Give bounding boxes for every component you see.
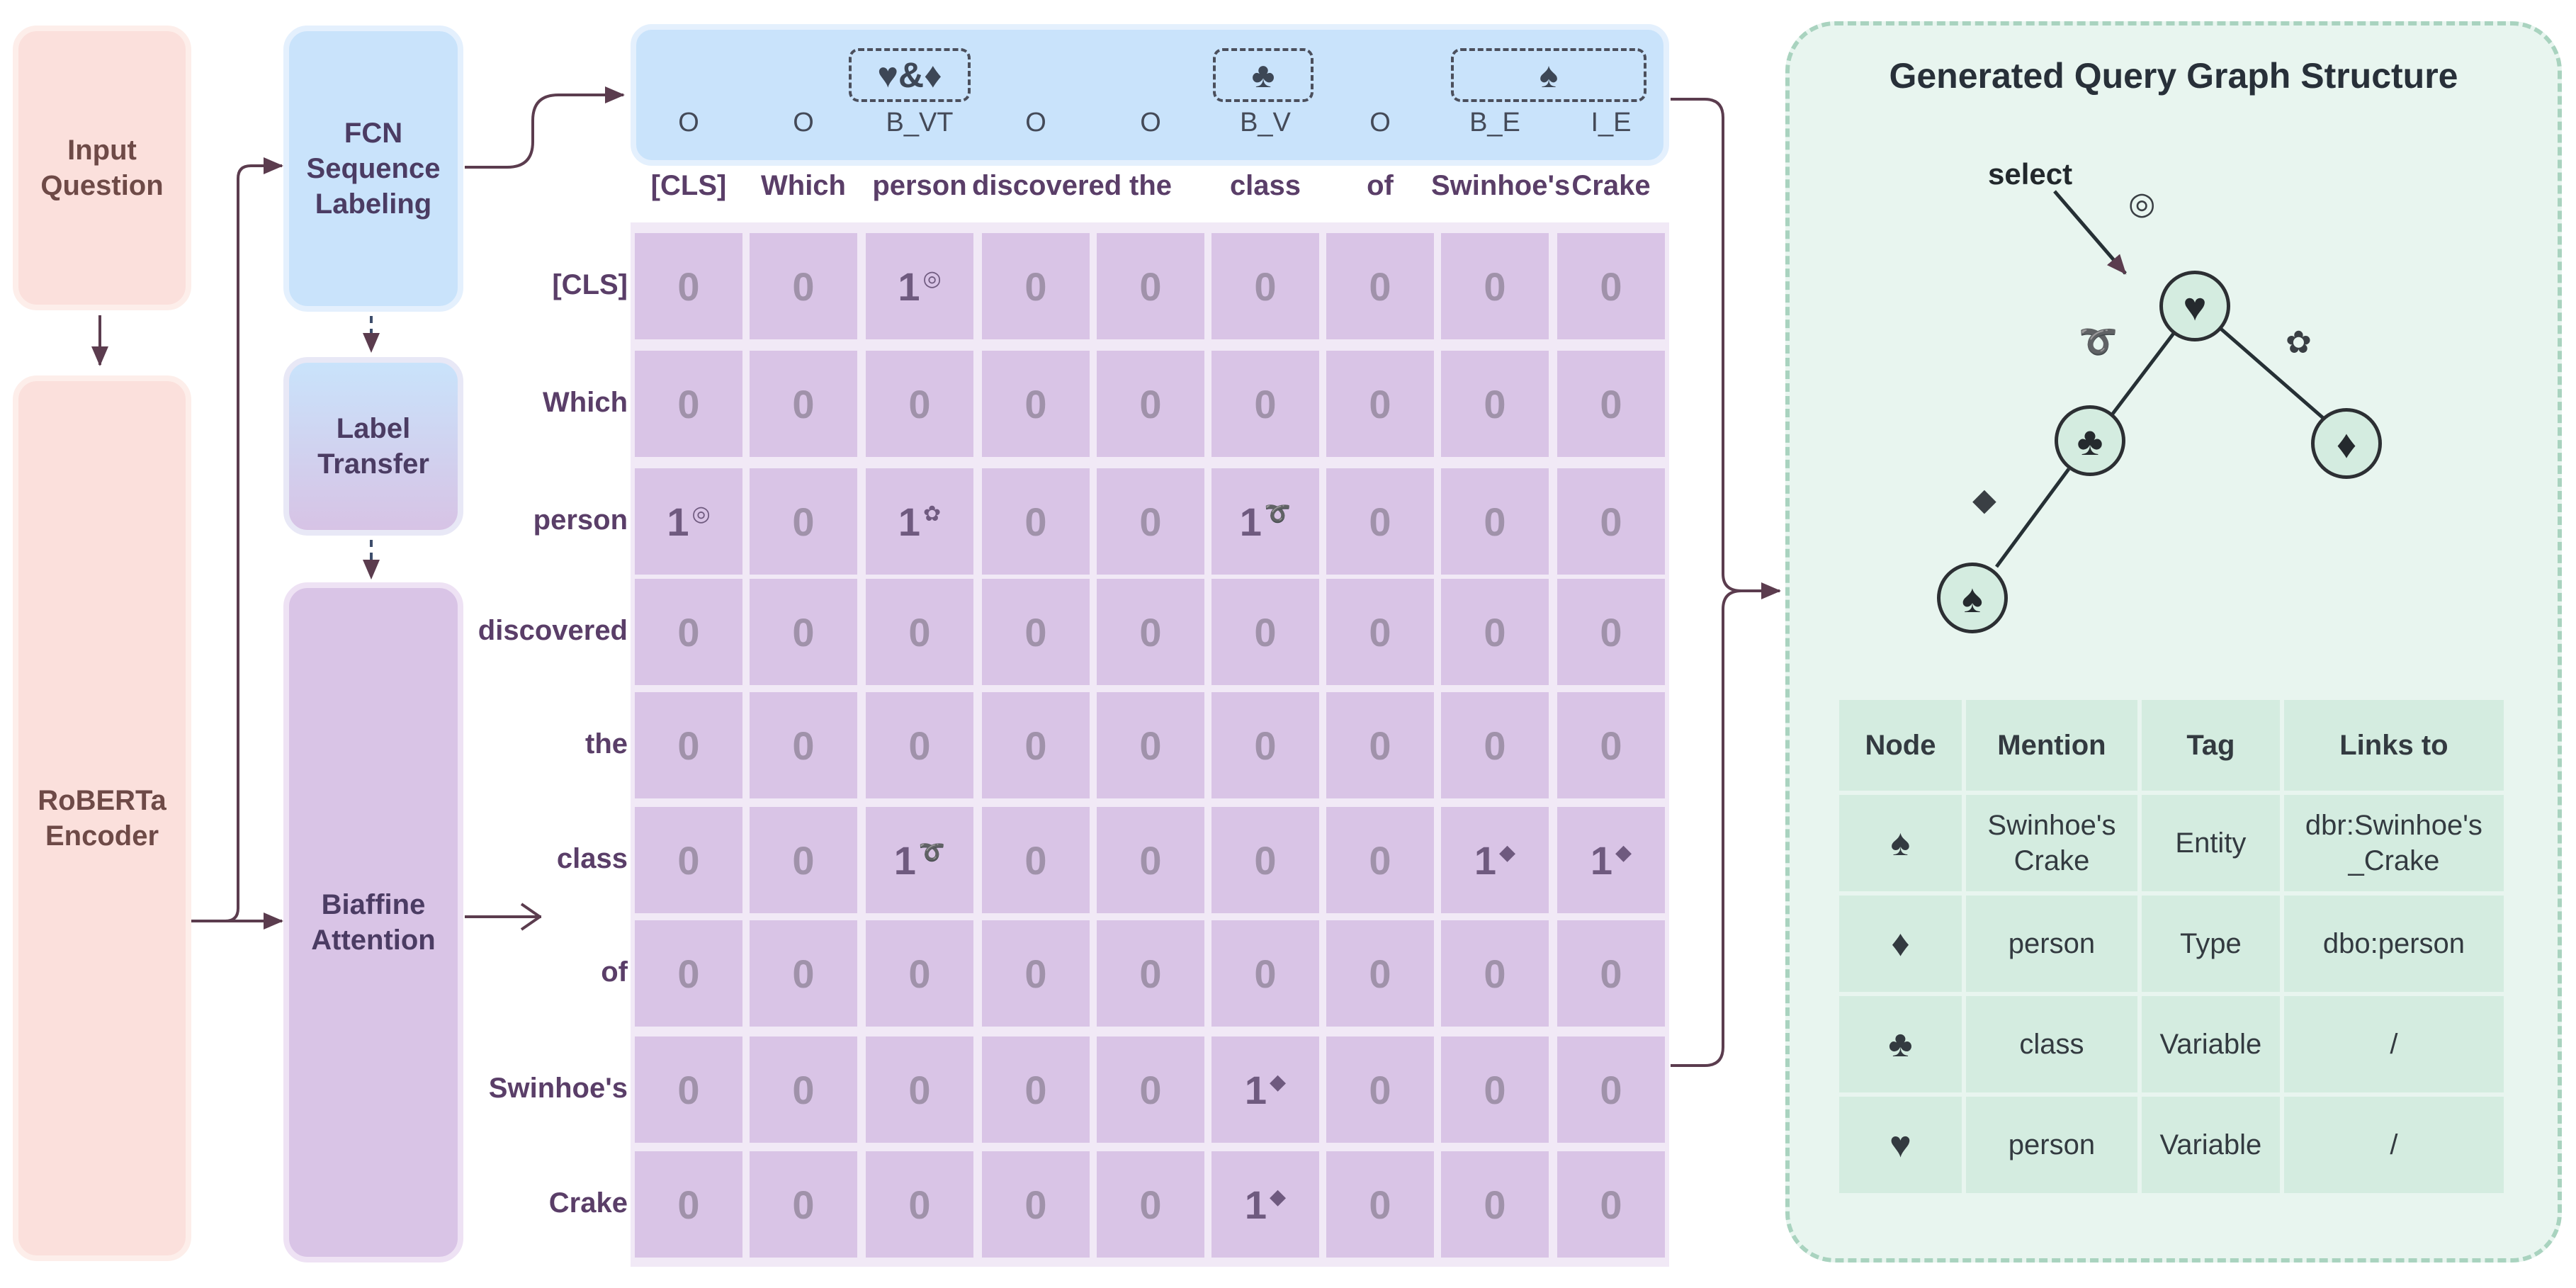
- cell-value: 0: [792, 837, 815, 883]
- cell-value: 0: [1484, 609, 1506, 655]
- mention-cell: Swinhoe's Crake: [1966, 795, 2137, 891]
- row-header: class: [556, 843, 628, 874]
- fruit-icon: ◆: [1499, 840, 1516, 864]
- row-header: discovered: [478, 615, 628, 646]
- table-row: [1839, 1097, 2504, 1193]
- cell-value: 0: [1024, 1182, 1047, 1227]
- cell-value: 0: [1254, 381, 1277, 426]
- column-header: Swinhoe's: [1431, 170, 1571, 201]
- cell-value: 0: [677, 951, 700, 996]
- cell-value: 0: [677, 609, 700, 655]
- coconut-icon: ◎: [2128, 186, 2156, 221]
- fruit-icon: ➰: [918, 840, 946, 864]
- node-heart: [2159, 271, 2230, 341]
- column-header: person: [872, 170, 967, 201]
- row-header: of: [601, 956, 628, 988]
- cell-value: 0: [1024, 723, 1047, 768]
- cell-value: 0: [1024, 264, 1047, 309]
- cell-value: 0: [677, 264, 700, 309]
- cell-value: 0: [677, 1182, 700, 1227]
- link-cell: /: [2284, 996, 2504, 1092]
- graph-title: Generated Query Graph Structure: [1889, 56, 2458, 96]
- spade-icon: ♠: [1962, 575, 1983, 621]
- header-mention: Mention: [1966, 700, 2137, 791]
- tag-cell: Entity: [2142, 795, 2280, 891]
- tag-cell: Variable: [2142, 1097, 2280, 1193]
- node-cell: ♠: [1839, 795, 1962, 891]
- fcn-label: FCN Sequence Labeling: [306, 118, 441, 220]
- link-cell: /: [2284, 1097, 2504, 1193]
- heart-and-diamond-icons: ♥&♦: [877, 55, 942, 95]
- input-question-label: Input Question: [40, 135, 164, 201]
- table-row: [1839, 896, 2504, 992]
- cell-value: 0: [792, 723, 815, 768]
- link-cell: dbr:Swinhoe's _Crake: [2284, 795, 2504, 891]
- column-header: Crake: [1571, 170, 1651, 201]
- cell-value: 0: [677, 723, 700, 768]
- column-header: Which: [761, 170, 846, 201]
- cell-value: 0: [1024, 1067, 1047, 1112]
- mention-cell: class: [1966, 996, 2137, 1092]
- cell-value: 0: [1600, 264, 1622, 309]
- fruit-icon: ◎: [922, 266, 942, 290]
- cell-value: 0: [792, 499, 815, 544]
- diamond-icon: ♦: [2336, 421, 2357, 466]
- cell-value: 0: [1139, 499, 1162, 544]
- cell-value: 0: [1484, 951, 1506, 996]
- cell-value: 1: [1474, 837, 1497, 883]
- cell-value: 0: [677, 381, 700, 426]
- cell-value: 1: [1239, 499, 1262, 544]
- cell-value: 0: [677, 837, 700, 883]
- node-cell: ♦: [1839, 896, 1962, 992]
- cell-value: 1: [898, 264, 920, 309]
- sequence-tag: B_E: [1469, 108, 1520, 137]
- cell-value: 0: [1369, 1067, 1391, 1112]
- cell-value: 0: [1024, 837, 1047, 883]
- header-node: Node: [1839, 700, 1962, 791]
- cell-value: 0: [1254, 723, 1277, 768]
- sequence-tag: B_V: [1240, 108, 1291, 137]
- node-club: [2055, 405, 2125, 476]
- cell-value: 0: [1254, 837, 1277, 883]
- row-header: [CLS]: [552, 269, 628, 300]
- edge-select: [2055, 191, 2125, 273]
- cell-value: 0: [1484, 723, 1506, 768]
- fruit-icon: ➰: [1264, 502, 1292, 526]
- cell-value: 0: [1139, 264, 1162, 309]
- cell-value: 0: [1369, 1182, 1391, 1227]
- fruit-icon: ◆: [1615, 840, 1632, 864]
- cell-value: 0: [1024, 499, 1047, 544]
- select-label: select: [1988, 157, 2073, 191]
- cell-value: 0: [1369, 609, 1391, 655]
- cell-value: 0: [1024, 381, 1047, 426]
- cell-value: 0: [1369, 951, 1391, 996]
- tag-cell: Type: [2142, 896, 2280, 992]
- cell-value: 0: [1139, 381, 1162, 426]
- pineapple-icon: ✿: [2286, 325, 2312, 360]
- cell-value: 0: [908, 381, 931, 426]
- sequence-tag: O: [793, 108, 814, 137]
- row-header: Crake: [548, 1187, 628, 1219]
- link-cell: dbo:person: [2284, 896, 2504, 992]
- column-header: [CLS]: [650, 170, 727, 201]
- cell-value: 0: [1024, 951, 1047, 996]
- cell-value: 0: [1484, 499, 1506, 544]
- column-header: the: [1129, 170, 1172, 201]
- cell-value: 0: [1600, 1182, 1622, 1227]
- cell-value: 0: [1139, 1182, 1162, 1227]
- cell-value: 0: [908, 951, 931, 996]
- header-links-to: Links to: [2284, 700, 2504, 791]
- fruit-icon: ✿: [923, 502, 942, 526]
- cell-value: 0: [1600, 723, 1622, 768]
- sequence-tag: O: [1025, 108, 1046, 137]
- column-header: class: [1229, 170, 1301, 201]
- cell-value: 0: [1254, 264, 1277, 309]
- cell-value: 0: [1484, 1067, 1506, 1112]
- roberta-encoder-label: RoBERTa Encoder: [38, 785, 166, 852]
- cell-value: 0: [1139, 723, 1162, 768]
- cell-value: 0: [1369, 264, 1391, 309]
- fruit-icon: ◆: [1270, 1185, 1287, 1209]
- cell-value: 0: [1139, 951, 1162, 996]
- apple-icon: ◆: [1972, 482, 1996, 517]
- cell-value: 0: [792, 609, 815, 655]
- cell-value: 0: [1369, 381, 1391, 426]
- cell-value: 0: [1600, 381, 1622, 426]
- table-row: [1839, 996, 2504, 1092]
- cell-value: 0: [792, 1067, 815, 1112]
- cell-value: 0: [1369, 499, 1391, 544]
- cell-value: 0: [908, 1182, 931, 1227]
- cell-value: 0: [908, 1067, 931, 1112]
- cell-value: 0: [1369, 723, 1391, 768]
- cell-value: 0: [1484, 1182, 1506, 1227]
- cell-value: 0: [1139, 837, 1162, 883]
- edge-heart-club: [2108, 332, 2175, 419]
- mention-cell: person: [1966, 1097, 2137, 1193]
- cell-value: 0: [792, 1182, 815, 1227]
- cell-value: 0: [1024, 609, 1047, 655]
- biaffine-label: Biaffine Attention: [311, 889, 436, 956]
- cell-value: 0: [1600, 499, 1622, 544]
- fruit-icon: ◎: [691, 502, 711, 526]
- cell-value: 0: [677, 1067, 700, 1112]
- cell-value: 0: [1484, 381, 1506, 426]
- cell-value: 0: [1139, 1067, 1162, 1112]
- cell-value: 0: [908, 723, 931, 768]
- cell-value: 0: [1139, 609, 1162, 655]
- cell-value: 1: [898, 499, 920, 544]
- mention-cell: person: [1966, 896, 2137, 992]
- cell-value: 0: [1484, 264, 1506, 309]
- node-mapping-table: [1835, 696, 2508, 1197]
- cell-value: 1: [1590, 837, 1613, 883]
- cell-value: 1: [1244, 1067, 1267, 1112]
- node-cell: ♥: [1839, 1097, 1962, 1193]
- banana-icon: ➰: [2079, 324, 2118, 359]
- row-header: person: [533, 504, 628, 536]
- cell-value: 0: [1600, 1067, 1622, 1112]
- column-header: of: [1367, 170, 1394, 201]
- table-header-row: [1839, 700, 2504, 791]
- cell-value: 0: [1369, 837, 1391, 883]
- cell-value: 0: [792, 381, 815, 426]
- row-header: Which: [543, 387, 628, 418]
- cell-value: 0: [908, 609, 931, 655]
- cell-value: 0: [792, 951, 815, 996]
- cell-value: 0: [1600, 951, 1622, 996]
- sequence-tag: O: [678, 108, 699, 137]
- sequence-tag: O: [1140, 108, 1161, 137]
- label-transfer-label: Label Transfer: [317, 413, 429, 480]
- table-row: [1839, 795, 2504, 891]
- node-spade: [1937, 563, 2008, 633]
- row-header: Swinhoe's: [488, 1073, 628, 1104]
- node-diamond: [2311, 408, 2382, 479]
- node-cell: ♣: [1839, 996, 1962, 1092]
- tag-cell: Variable: [2142, 996, 2280, 1092]
- heart-icon: ♥: [2183, 283, 2207, 329]
- sequence-tag: B_VT: [886, 108, 954, 137]
- header-tag: Tag: [2142, 700, 2280, 791]
- row-header: the: [585, 728, 628, 759]
- cell-value: 1: [893, 837, 916, 883]
- cell-value: 1: [667, 499, 689, 544]
- club-icon: ♣: [2077, 418, 2103, 463]
- column-header: discovered: [972, 170, 1122, 201]
- cell-value: 1: [1244, 1182, 1267, 1227]
- edge-club-spade: [1996, 469, 2069, 567]
- fruit-icon: ◆: [1270, 1070, 1287, 1094]
- cell-value: 0: [1600, 609, 1622, 655]
- spade-icon: ♠: [1539, 55, 1559, 95]
- cell-value: 0: [1254, 951, 1277, 996]
- sequence-tag: I_E: [1591, 108, 1632, 137]
- club-icon: ♣: [1251, 55, 1275, 95]
- cell-value: 0: [792, 264, 815, 309]
- sequence-tag: O: [1369, 108, 1391, 137]
- cell-value: 0: [1254, 609, 1277, 655]
